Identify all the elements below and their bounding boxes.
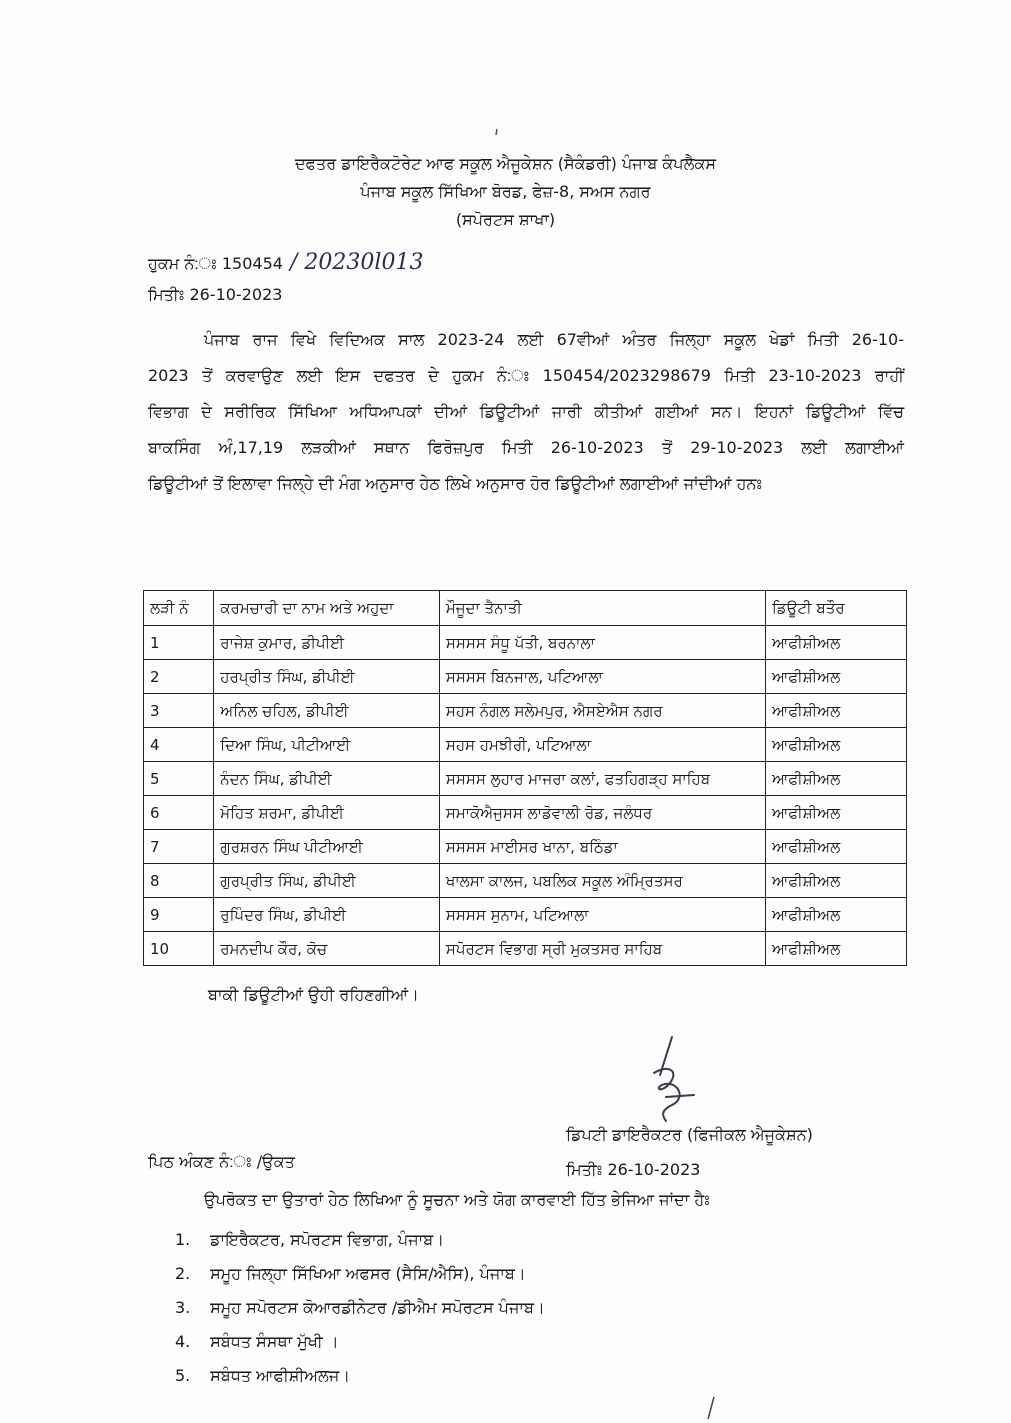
list-item-number: 5. [175,1366,191,1385]
cell-duty: ਆਫੀਸ਼ੀਅਲ [766,898,907,932]
cell-duty: ਆਫੀਸ਼ੀਅਲ [766,694,907,728]
cell-posting: ਖਾਲਸਾ ਕਾਲਜ, ਪਬਲਿਕ ਸਕੂਲ ਅੰਮ੍ਰਿਤਸਰ [439,864,765,898]
scan-speck-stroke [496,129,497,135]
cell-serial: 5 [144,762,214,796]
list-item-number: 3. [175,1298,191,1317]
table-row [144,762,907,796]
signatory-date: ਮਿਤੀਃ 26-10-2023 [566,1160,701,1179]
list-item-text: ਡਾਇਰੈਕਟਰ, ਸਪੋਰਟਸ ਵਿਭਾਗ, ਪੰਜਾਬ। [210,1230,445,1249]
cell-serial: 8 [144,864,214,898]
list-item-text: ਸਮੂਹ ਸਪੋਰਟਸ ਕੋਆਰਡੀਨੇਟਰ /ਡੀਐਮ ਸਪੋਰਟਸ ਪੰਜਾਬ। [210,1298,545,1317]
scan-speck [494,128,500,136]
header-address-line: ਪੰਜਾਬ ਸਕੂਲ ਸਿੱਖਿਆ ਬੋਰਡ, ਫੇਜ਼-8, ਸਅਸ ਨਗਰ [360,182,651,201]
list-item-number: 2. [175,1264,191,1283]
body-line: 2023 ਤੋਂ ਕਰਵਾਉਣ ਲਈ ਇਸ ਦਫਤਰ ਦੇ ਹੁਕਮ ਨੰ:ਃ 150454/2023298679 ਮਿਤੀ 23-10-2023 ਰਾਹੀਂ [148,366,904,385]
table-row [144,626,907,660]
cell-name: ਮੋਹਿਤ ਸ਼ਰਮਾ, ਡੀਪੀਈ [214,796,440,830]
list-item [175,1223,545,1257]
column-header-serial: ਲੜੀ ਨੰ [144,591,214,626]
cell-serial: 7 [144,830,214,864]
order-number-label: ਹੁਕਮ ਨੰ:ਃ 150454 [148,254,283,273]
cell-posting: ਸਸਸਸ ਮਾਈਸਰ ਖਾਨਾ, ਬਠਿੰਡਾ [439,830,765,864]
cell-serial: 2 [144,660,214,694]
signatory-title: ਡਿਪਟੀ ਡਾਇਰੈਕਟਰ (ਫਿਜੀਕਲ ਐਜੂਕੇਸ਼ਨ) [566,1125,813,1144]
table-row [144,728,907,762]
order-date: ਮਿਤੀਃ 26-10-2023 [148,285,283,304]
signature-stroke [654,1037,694,1121]
list-item [175,1257,545,1291]
list-item [175,1359,545,1393]
table-row [144,864,907,898]
column-header-name: ਕਰਮਚਾਰੀ ਦਾ ਨਾਮ ਅਤੇ ਅਹੁਦਾ [214,591,440,626]
cell-posting: ਸਹਸ ਹਮਝੀਰੀ, ਪਟਿਆਲਾ [439,728,765,762]
table-row [144,898,907,932]
remaining-duties-note: ਬਾਕੀ ਡਿਊਟੀਆਂ ਉਹੀ ਰਹਿਣਗੀਆਂ। [208,985,419,1004]
cell-name: ਅਨਿਲ ਚਹਿਲ, ਡੀਪੀਈ [214,694,440,728]
table-row [144,830,907,864]
cell-duty: ਆਫੀਸ਼ੀਅਲ [766,864,907,898]
cell-duty: ਆਫੀਸ਼ੀਅਲ [766,728,907,762]
list-item-number: 4. [175,1332,191,1351]
cell-serial: 1 [144,626,214,660]
table-row [144,796,907,830]
list-item-text: ਸਬੰਧਤ ਸੰਸਥਾ ਮੁੱਖੀ । [210,1332,339,1351]
column-header-duty: ਡਿਊਟੀ ਬਤੌਰ [766,591,907,626]
cell-duty: ਆਫੀਸ਼ੀਅਲ [766,762,907,796]
cell-name: ਹਰਪ੍ਰੀਤ ਸਿੰਘ, ਡੀਪੀਈ [214,660,440,694]
order-number-handwritten: / 20230l013 [290,250,424,275]
cell-posting: ਸਸਸਸ ਲੁਹਾਰ ਮਾਜਰਾ ਕਲਾਂ, ਫਤਹਿਗੜ੍ਹ ਸਾਹਿਬ [439,762,765,796]
column-header-posting: ਮੌਜੂਦਾ ਤੈਨਾਤੀ [439,591,765,626]
cell-duty: ਆਫੀਸ਼ੀਅਲ [766,932,907,966]
cell-serial: 6 [144,796,214,830]
body-line: ਡਿਊਟੀਆਂ ਤੋਂ ਇਲਾਵਾ ਜਿਲ੍ਹੇ ਦੀ ਮੰਗ ਅਨੁਸਾਰ ਹੇਠ ਲਿਖੇ ਅਨੁਸਾਰ ਹੋਰ ਡਿਊਟੀਆਂ ਲਗਾਈਆਂ ਜਾਂਦੀਆਂ ਹਨਃ [148,474,763,493]
cell-serial: 9 [144,898,214,932]
table-row [144,932,907,966]
cell-name: ਰਾਜੇਸ਼ ਕੁਮਾਰ, ਡੀਪੀਈ [214,626,440,660]
body-paragraph [148,322,904,502]
table-header-row [144,591,907,626]
cell-posting: ਸਮਾਕੋਐਜੁਸਸ ਲਾਡੋਵਾਲੀ ਰੋਡ, ਜਲੰਧਰ [439,796,765,830]
list-item [175,1325,545,1359]
cell-duty: ਆਫੀਸ਼ੀਅਲ [766,626,907,660]
cell-name: ਗੁਰਪ੍ਰੀਤ ਸਿੰਘ, ਡੀਪੀਈ [214,864,440,898]
cell-posting: ਸਹਸ ਨੰਗਲ ਸਲੇਮਪੁਰ, ਐਸਏਐਸ ਨਗਰ [439,694,765,728]
cell-duty: ਆਫੀਸ਼ੀਅਲ [766,830,907,864]
cell-posting: ਸਸਸਸ ਸੰਧੂ ਪੱਤੀ, ਬਰਨਾਲਾ [439,626,765,660]
table-row [144,660,907,694]
cell-name: ਨੰਦਨ ਸਿੰਘ, ਡੀਪੀਈ [214,762,440,796]
cell-posting: ਸਸਸਸ ਬਿਨਜਾਲ, ਪਟਿਆਲਾ [439,660,765,694]
signature-mark [636,1035,706,1125]
cell-duty: ਆਫੀਸ਼ੀਅਲ [766,660,907,694]
cell-posting: ਸਸਸਸ ਸੁਨਾਮ, ਪਟਿਆਲਾ [439,898,765,932]
endorsement-number: ਪਿਠ ਅੰਕਣ ਨੰ:ਃ /ਉਕਤ [148,1152,295,1171]
cell-duty: ਆਫੀਸ਼ੀਅਲ [766,796,907,830]
cell-serial: 3 [144,694,214,728]
list-item [175,1291,545,1325]
duty-table [143,590,907,966]
header-office-line: ਦਫਤਰ ਡਾਇਰੈਕਟੋਰੇਟ ਆਫ ਸਕੂਲ ਐਜੂਕੇਸ਼ਨ (ਸੈਕੰਡਰੀ) ਪੰਜਾਬ ਕੰਪਲੈਕਸ [294,154,717,173]
scan-margin-stroke [708,1397,714,1419]
cell-name: ਦਿਆ ਸਿੰਘ, ਪੀਟੀਆਈ [214,728,440,762]
body-line: ਬਾਕਸਿੰਗ ਅੰ,17,19 ਲੜਕੀਆਂ ਸਥਾਨ ਫਿਰੋਜ਼ਪੁਰ ਮਿਤੀ 26-10-2023 ਤੋਂ 29-10-2023 ਲਈ ਲਗਾਈਆਂ [148,438,904,457]
list-item-text: ਸਬੰਧਤ ਆਫੀਸ਼ੀਅਲਜ। [210,1366,351,1385]
cell-name: ਗੁਰਸ਼ਰਨ ਸਿੰਘ ਪੀਟੀਆਈ [214,830,440,864]
cell-name: ਰੁਪਿੰਦਰ ਸਿੰਘ, ਡੀਪੀਈ [214,898,440,932]
body-line: ਪੰਜਾਬ ਰਾਜ ਵਿਖੇ ਵਿਦਿਅਕ ਸਾਲ 2023-24 ਲਈ 67ਵੀਆਂ ਅੰਤਰ ਜਿਲ੍ਹਾ ਸਕੂਲ ਖੇਡਾਂ ਮਿਤੀ 26-10- [204,330,904,349]
document-header [0,150,1011,234]
header-branch-line: (ਸਪੋਰਟਸ ਸ਼ਾਖਾ) [455,210,556,229]
cell-posting: ਸਪੋਰਟਸ ਵਿਭਾਗ ਸ੍ਰੀ ਮੁਕਤਸਰ ਸਾਹਿਬ [439,932,765,966]
list-item-text: ਸਮੂਹ ਜਿਲ੍ਹਾ ਸਿੱਖਿਆ ਅਫਸਰ (ਸੈਸਿ/ਐਸਿ), ਪੰਜਾਬ। [210,1264,526,1283]
endorsement-copy-text: ਉਪਰੋਕਤ ਦਾ ਉਤਾਰਾਂ ਹੇਠ ਲਿਖਿਆ ਨੂੰ ਸੂਚਨਾ ਅਤੇ ਯੋਗ ਕਾਰਵਾਈ ਹਿੱਤ ਭੇਜਿਆ ਜਾਂਦਾ ਹੈਃ [204,1190,710,1209]
recipient-list [175,1223,545,1393]
scan-margin-mark [704,1396,718,1420]
cell-name: ਰਮਨਦੀਪ ਕੌਰ, ਕੋਚ [214,932,440,966]
body-line: ਵਿਭਾਗ ਦੇ ਸਰੀਰਿਕ ਸਿੱਖਿਆ ਅਧਿਆਪਕਾਂ ਦੀਆਂ ਡਿਊਟੀਆਂ ਜਾਰੀ ਕੀਤੀਆਂ ਗਈਆਂ ਸਨ। ਇਹਨਾਂ ਡਿਊਟੀਆਂ ਵਿੱਚ [148,402,904,421]
cell-serial: 4 [144,728,214,762]
cell-serial: 10 [144,932,214,966]
list-item-number: 1. [175,1230,191,1249]
table-row [144,694,907,728]
order-number [148,250,423,275]
